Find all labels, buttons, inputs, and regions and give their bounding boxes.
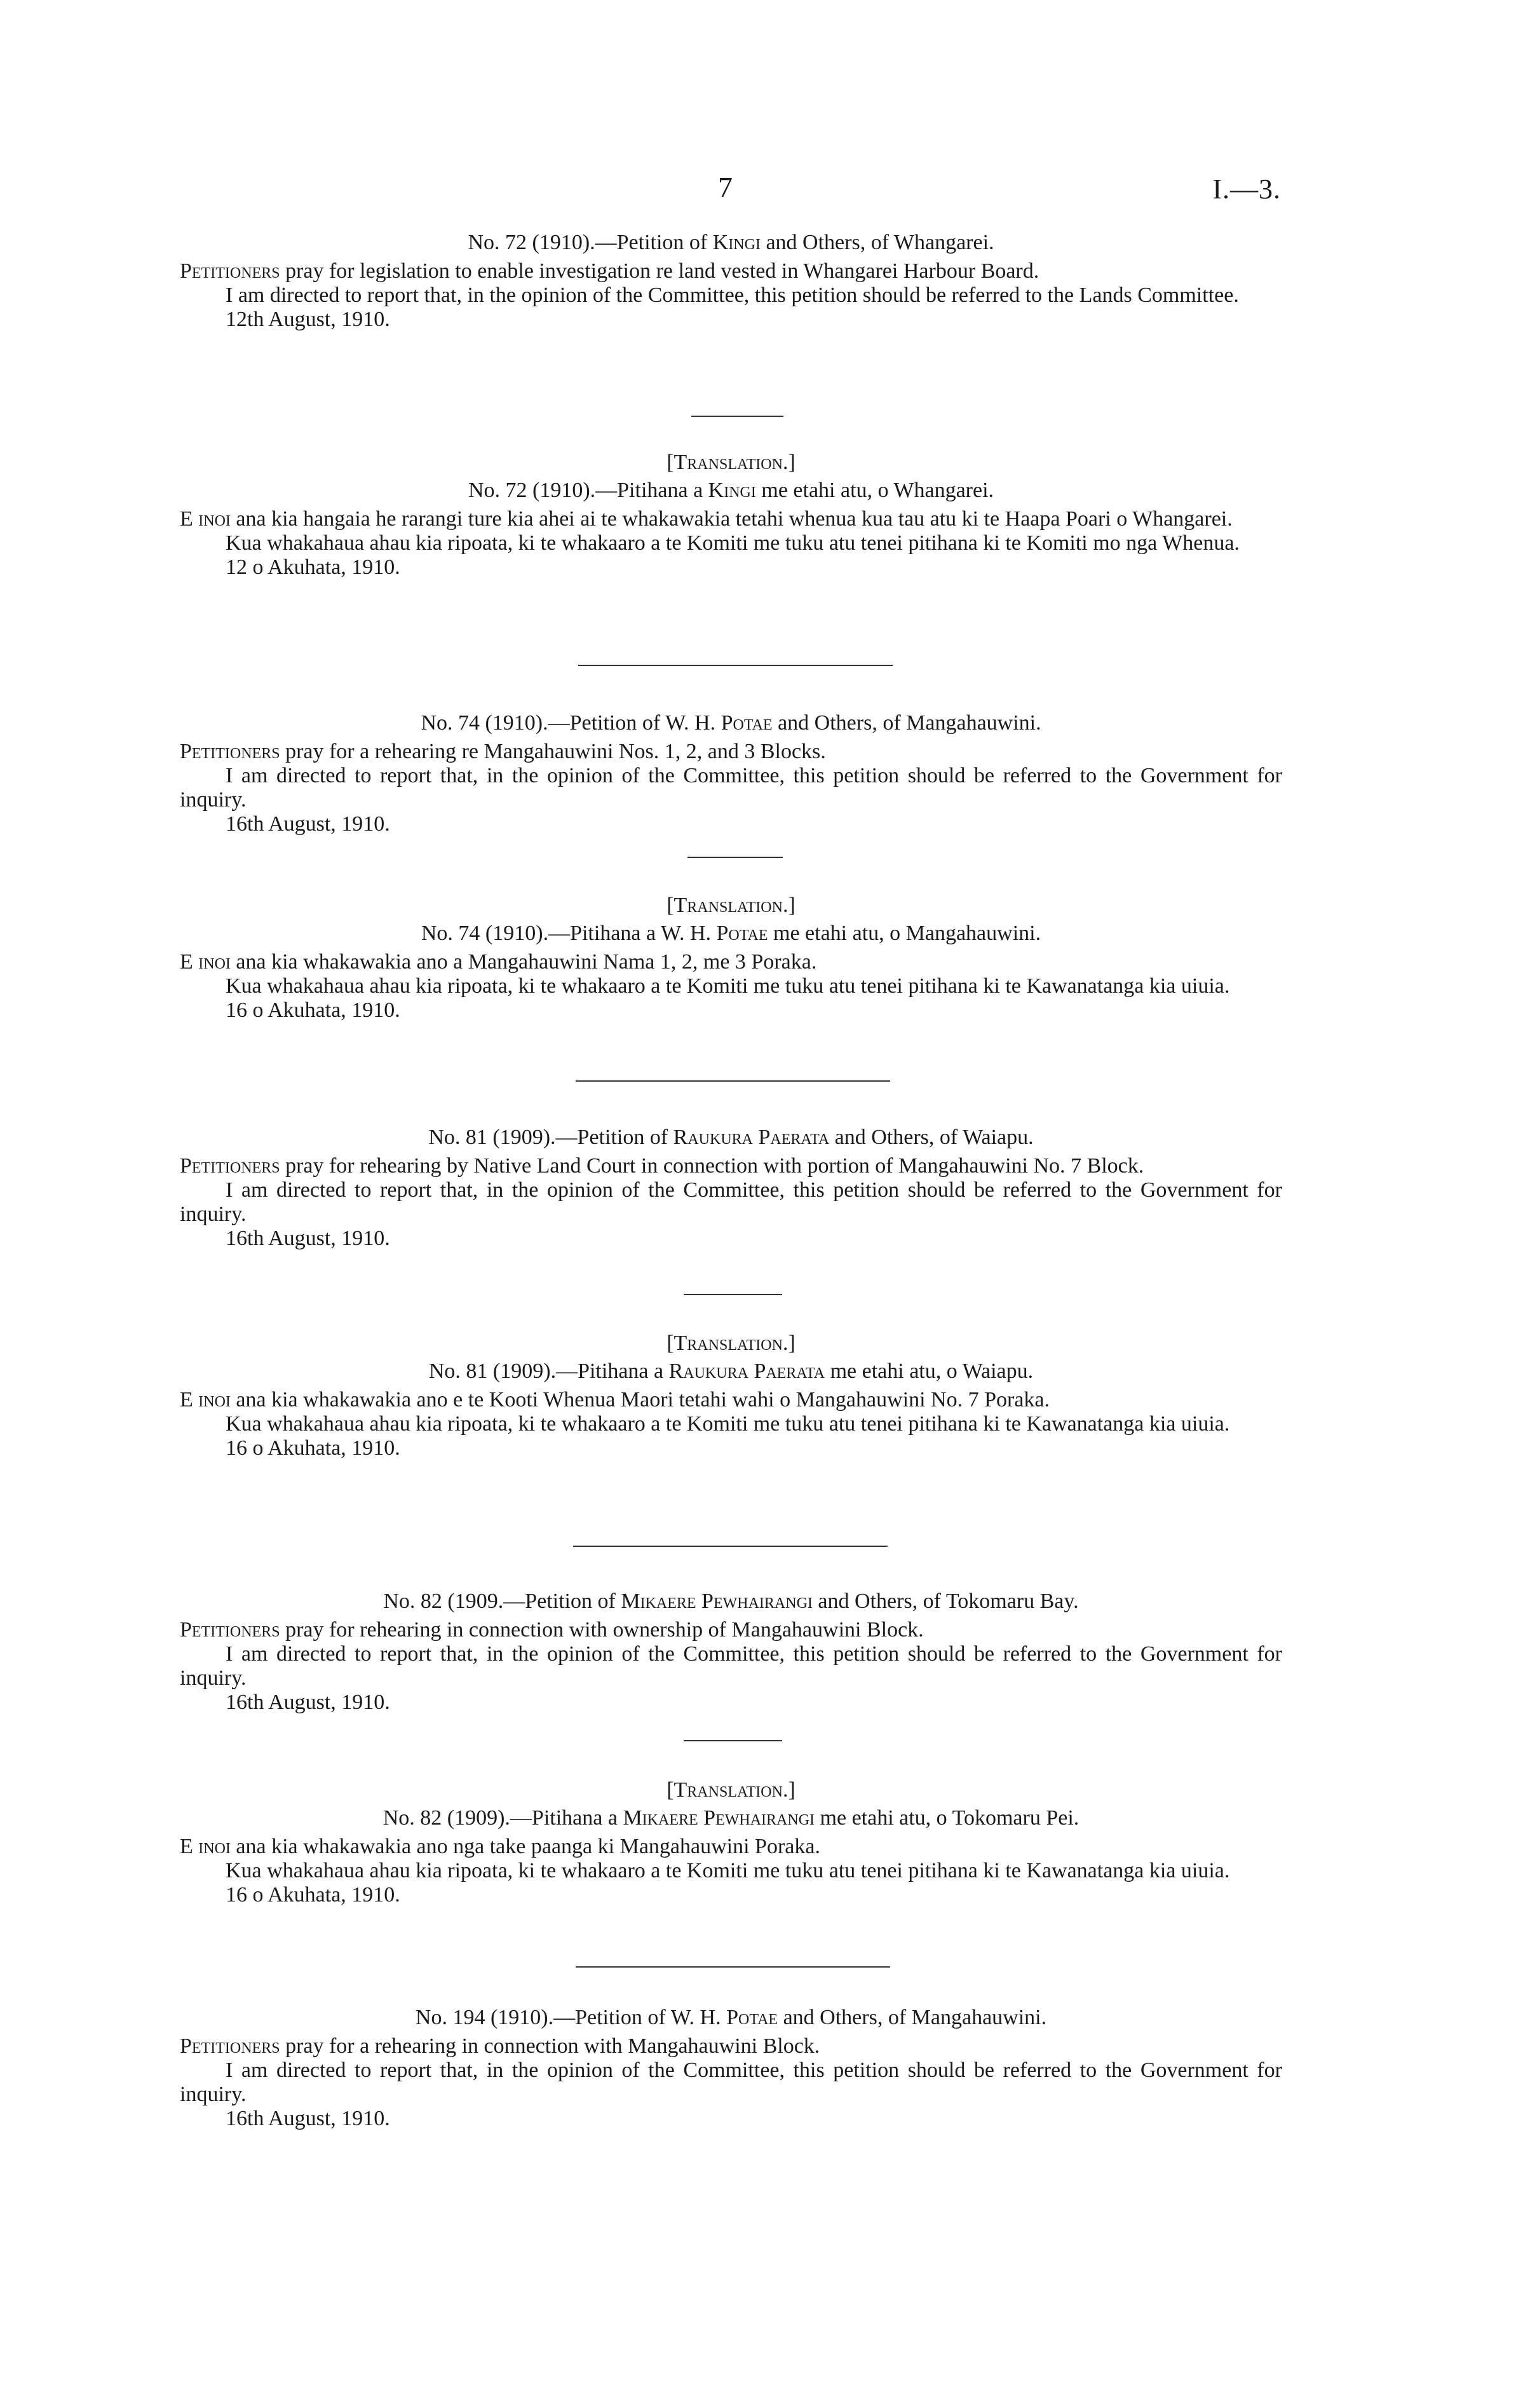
petition-72-english: [180, 230, 1282, 332]
petition-82-english: [180, 1589, 1282, 1715]
committee-report: I am directed to report that, in the opinion of the Committee, this petition should be referred to the Government for inquiry.: [180, 764, 1282, 812]
committee-report: I am directed to report that, in the opinion of the Committee, this petition should be referred to the Government for inquiry.: [180, 1178, 1282, 1226]
committee-report: I am directed to report that, in the opinion of the Committee, this petition should be referred to the Government for inquiry.: [180, 1642, 1282, 1690]
long-divider: [573, 1546, 888, 1547]
report-date: 16th August, 1910.: [226, 1690, 390, 1714]
page-number: 7: [718, 171, 733, 203]
petition-title: No. 194 (1910).—Petition of W. H. Potae and Others, of Mangahauwini.: [415, 2006, 1047, 2029]
petition-74-english: [180, 711, 1282, 836]
petition-81-english: [180, 1125, 1282, 1251]
petition-body: Petitioners pray for a rehearing in connection with Mangahauwini Block.: [180, 2034, 820, 2058]
committee-report: Kua whakahaua ahau kia ripoata, ki te whakaaro a te Komiti me tuku atu tenei pitihana ki te Kawanatanga kia uiuia.: [226, 1859, 1230, 1882]
page-header: [0, 170, 1516, 208]
report-date: 16 o Akuhata, 1910.: [226, 1436, 400, 1460]
petition-body: Petitioners pray for legislation to enable investigation re land vested in Whangarei Harbour Board.: [180, 259, 1039, 283]
translation-label: [Translation.]: [667, 1778, 795, 1802]
petition-title: No. 74 (1910).—Petition of W. H. Potae and Others, of Mangahauwini.: [421, 711, 1041, 735]
report-date: 16 o Akuhata, 1910.: [226, 1883, 400, 1907]
petition-82-translation: [180, 1778, 1282, 1907]
petition-72-translation: [180, 450, 1282, 580]
petition-74-translation: [180, 893, 1282, 1023]
committee-report: I am directed to report that, in the opinion of the Committee, this petition should be referred to the Government for inquiry.: [180, 2058, 1282, 2106]
report-date: 16 o Akuhata, 1910.: [226, 998, 400, 1022]
short-divider: [687, 857, 783, 858]
petition-body: E inoi ana kia whakawakia ano a Mangahauwini Nama 1, 2, me 3 Poraka.: [180, 950, 817, 974]
petition-body: E inoi ana kia whakawakia ano nga take paanga ki Mangahauwini Poraka.: [180, 1835, 820, 1858]
translation-label: [Translation.]: [667, 451, 795, 474]
petition-title: No. 74 (1910).—Pitihana a W. H. Potae me etahi atu, o Mangahauwini.: [421, 922, 1041, 945]
report-date: 16th August, 1910.: [226, 1227, 390, 1250]
report-date: 16th August, 1910.: [226, 812, 390, 836]
committee-report: Kua whakahaua ahau kia ripoata, ki te whakaaro a te Komiti me tuku atu tenei pitihana ki te Kawanatanga kia uiuia.: [226, 974, 1230, 998]
report-date: 16th August, 1910.: [226, 2107, 390, 2130]
petition-194-english: [180, 2005, 1282, 2131]
long-divider: [576, 1080, 890, 1082]
long-divider: [576, 1966, 890, 1968]
short-divider: [691, 416, 783, 417]
petition-title: No. 81 (1909).—Petition of Raukura Paerata and Others, of Waiapu.: [428, 1126, 1034, 1149]
report-date: 12th August, 1910.: [226, 308, 390, 331]
long-divider: [578, 665, 893, 666]
petition-title: No. 81 (1909).—Pitihana a Raukura Paerata me etahi atu, o Waiapu.: [428, 1359, 1034, 1383]
petition-body: Petitioners pray for rehearing in connection with ownership of Mangahauwini Block.: [180, 1618, 924, 1642]
committee-report: I am directed to report that, in the opinion of the Committee, this petition should be referred to the Lands Committee.: [226, 283, 1239, 307]
translation-label: [Translation.]: [667, 894, 795, 917]
committee-report: Kua whakahaua ahau kia ripoata, ki te whakaaro a te Komiti me tuku atu tenei pitihana ki te Komiti mo nga Whenua.: [226, 531, 1240, 555]
petition-title: No. 72 (1910).—Petition of Kingi and Others, of Whangarei.: [468, 231, 994, 254]
petition-81-translation: [180, 1331, 1282, 1460]
petition-title: No. 72 (1910).—Pitihana a Kingi me etahi atu, o Whangarei.: [468, 479, 994, 502]
petition-body: E inoi ana kia hangaia he rarangi ture kia ahei ai te whakawakia tetahi whenua kua tau atu ki te Haapa Poari o Whangarei.: [180, 507, 1233, 531]
petition-body: E inoi ana kia whakawakia ano e te Kooti Whenua Maori tetahi wahi o Mangahauwini No. 7 Poraka.: [180, 1388, 1050, 1411]
short-divider: [684, 1740, 782, 1741]
short-divider: [684, 1294, 782, 1295]
report-date: 12 o Akuhata, 1910.: [226, 555, 400, 579]
translation-label: [Translation.]: [667, 1331, 795, 1355]
paper-reference: I.—3.: [1212, 173, 1281, 205]
petition-title: No. 82 (1909.—Petition of Mikaere Pewhairangi and Others, of Tokomaru Bay.: [383, 1589, 1079, 1613]
committee-report: Kua whakahaua ahau kia ripoata, ki te whakaaro a te Komiti me tuku atu tenei pitihana ki te Kawanatanga kia uiuia.: [226, 1412, 1230, 1436]
petition-body: Petitioners pray for rehearing by Native Land Court in connection with portion of Mangahauwini No. 7 Block.: [180, 1154, 1144, 1178]
petition-body: Petitioners pray for a rehearing re Mangahauwini Nos. 1, 2, and 3 Blocks.: [180, 740, 826, 763]
petition-title: No. 82 (1909).—Pitihana a Mikaere Pewhairangi me etahi atu, o Tokomaru Pei.: [382, 1806, 1079, 1830]
